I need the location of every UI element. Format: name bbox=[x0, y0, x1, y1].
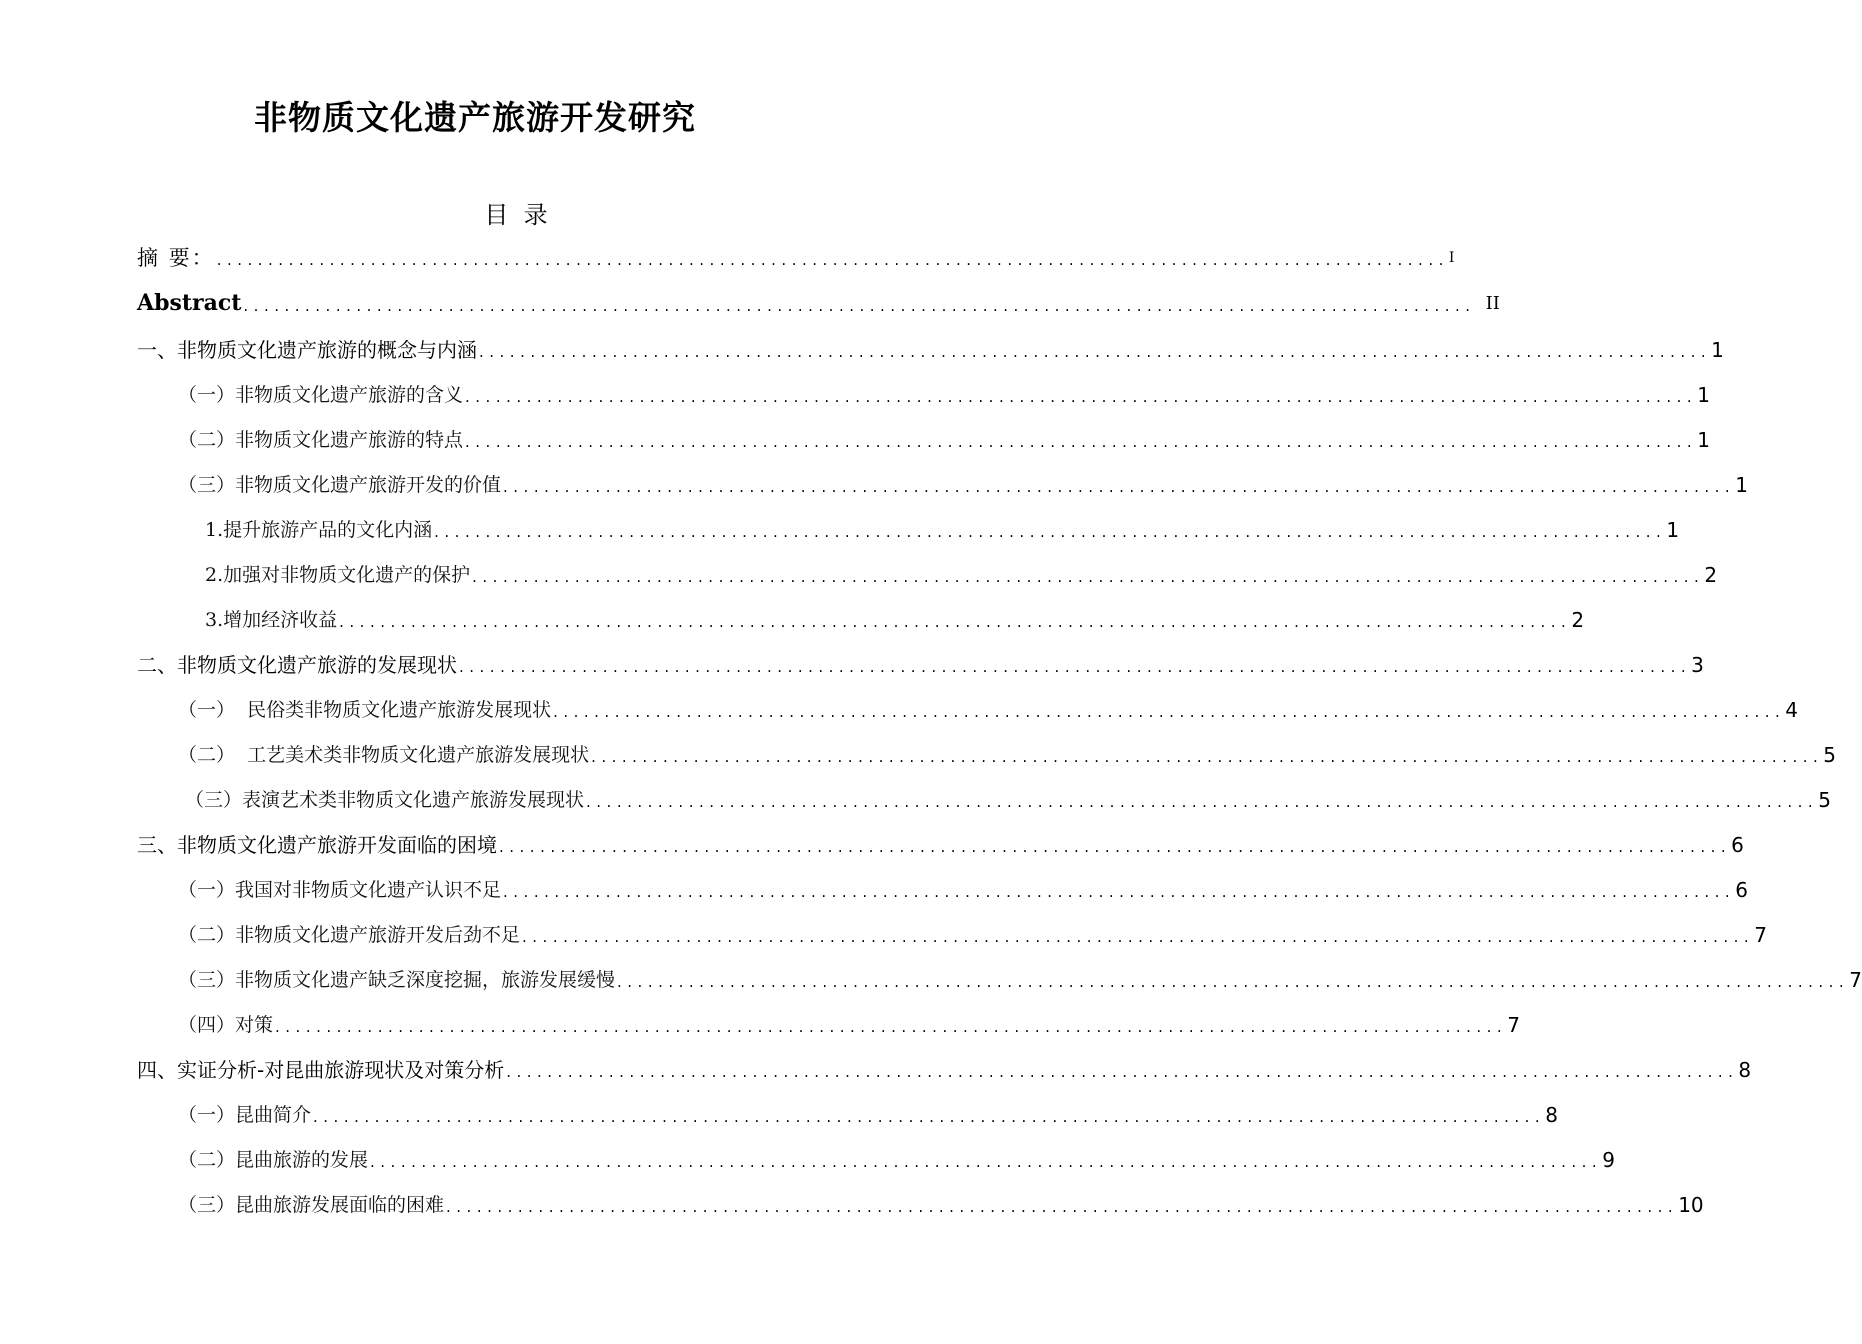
toc-entry[interactable] bbox=[185, 780, 1831, 812]
toc-entry[interactable] bbox=[205, 510, 1680, 542]
toc-entry[interactable] bbox=[137, 825, 1744, 857]
toc-entry[interactable] bbox=[137, 645, 1704, 677]
toc-entry-page: 7 bbox=[1507, 1013, 1520, 1037]
toc-entry-label: （一）我国对非物质文化遗产认识不足 bbox=[178, 879, 502, 901]
toc-entry-page: 1 bbox=[1697, 428, 1710, 452]
toc-entry-page: 1 bbox=[1735, 473, 1748, 497]
dot-leader: ........................................................................................................................ bbox=[506, 1063, 1739, 1081]
toc-entry-page: 8 bbox=[1545, 1103, 1558, 1127]
toc-entry-label: 一、非物质文化遗产旅游的概念与内涵 bbox=[137, 338, 477, 362]
dot-leader: ........................................................................................................................ bbox=[472, 568, 1705, 586]
toc-entry-page: 6 bbox=[1735, 878, 1748, 902]
dot-leader: ........................................................................................................................ bbox=[459, 658, 1692, 676]
toc-entry-label: 二、非物质文化遗产旅游的发展现状 bbox=[137, 653, 457, 677]
dot-leader: ........................................................................................................................ bbox=[591, 748, 1824, 766]
toc-entry[interactable] bbox=[178, 375, 1710, 407]
toc-entry[interactable] bbox=[178, 960, 1862, 992]
toc-entry-abstract-en[interactable] bbox=[137, 284, 1500, 316]
toc-entry-label: （二）非物质文化遗产旅游的特点 bbox=[178, 429, 464, 451]
dot-leader: ........................................................................................................................ bbox=[465, 433, 1698, 451]
toc-entry-page: 10 bbox=[1678, 1193, 1704, 1217]
toc-entry-page: 5 bbox=[1818, 788, 1831, 812]
toc-entry-label: Abstract bbox=[137, 290, 242, 316]
toc-entry-abstract-cn[interactable] bbox=[137, 238, 1455, 270]
dot-leader: ........................................................................................................................ bbox=[216, 251, 1449, 269]
toc-entry-page: 1 bbox=[1711, 338, 1724, 362]
toc-entry-page: 4 bbox=[1785, 698, 1798, 722]
toc-entry-label: （三）非物质文化遗产旅游开发的价值 bbox=[178, 474, 502, 496]
toc-entry-page: 7 bbox=[1849, 968, 1862, 992]
toc-entry-label: 2.加强对非物质文化遗产的保护 bbox=[205, 564, 471, 586]
dot-leader: ........................................................................................................................ bbox=[553, 703, 1786, 721]
toc-entry-label: （四）对策 bbox=[178, 1014, 274, 1036]
toc-entry-page: 7 bbox=[1754, 923, 1767, 947]
dot-leader: ........................................................................................................................ bbox=[522, 928, 1755, 946]
toc-entry-label: 3.增加经济收益 bbox=[205, 609, 338, 631]
toc-entry-page: 9 bbox=[1602, 1148, 1615, 1172]
toc-entry-page: II bbox=[1485, 293, 1500, 314]
dot-leader: ........................................................................................................................ bbox=[499, 838, 1732, 856]
document-title: 非物质文化遗产旅游开发研究 bbox=[254, 98, 696, 137]
toc-entry[interactable] bbox=[205, 600, 1585, 632]
dot-leader: ........................................................................................................................ bbox=[313, 1108, 1546, 1126]
toc-entry[interactable] bbox=[178, 1095, 1558, 1127]
toc-entry-page: 3 bbox=[1691, 653, 1704, 677]
toc-entry[interactable] bbox=[178, 690, 1798, 722]
toc-entry[interactable] bbox=[205, 555, 1718, 587]
dot-leader: ........................................................................................................................ bbox=[370, 1153, 1603, 1171]
toc-entry-page: 2 bbox=[1704, 563, 1718, 587]
toc-entry-page: 8 bbox=[1738, 1058, 1752, 1082]
toc-entry-label: （三）表演艺术类非物质文化遗产旅游发展现状 bbox=[185, 789, 585, 811]
toc-entry-label: （三）昆曲旅游发展面临的困难 bbox=[178, 1194, 445, 1216]
toc-entry[interactable] bbox=[178, 465, 1748, 497]
toc-entry-label: （二）昆曲旅游的发展 bbox=[178, 1149, 369, 1171]
toc-entry-page: 1 bbox=[1666, 518, 1680, 542]
toc-entry-page: 2 bbox=[1571, 608, 1585, 632]
toc-entry-label: 1.提升旅游产品的文化内涵 bbox=[205, 519, 433, 541]
toc-entry-label: （三）非物质文化遗产缺乏深度挖掘，旅游发展缓慢 bbox=[178, 969, 616, 991]
toc-entry-page: I bbox=[1448, 250, 1455, 266]
dot-leader: ........................................................................................................................ bbox=[617, 973, 1850, 991]
toc-entry[interactable] bbox=[178, 870, 1748, 902]
dot-leader: ........................................................................................................................ bbox=[479, 343, 1712, 361]
toc-heading: 目 录 bbox=[484, 201, 548, 229]
dot-leader: ........................................................................................................................ bbox=[446, 1198, 1679, 1216]
toc-entry-label: （一）昆曲简介 bbox=[178, 1104, 312, 1126]
toc-entry-label: 四、实证分析-对昆曲旅游现状及对策分析 bbox=[137, 1058, 505, 1082]
toc-entry-label: 摘 要： bbox=[137, 246, 215, 270]
toc-entry[interactable] bbox=[178, 1005, 1520, 1037]
dot-leader: ........................................................................................................................ bbox=[434, 523, 1667, 541]
toc-entry-label: （二）非物质文化遗产旅游开发后劲不足 bbox=[178, 924, 521, 946]
toc-entry[interactable] bbox=[178, 915, 1767, 947]
dot-leader: ........................................................................................................................ bbox=[275, 1018, 1508, 1036]
toc-entry-label: （一） 民俗类非物质文化遗产旅游发展现状 bbox=[178, 699, 552, 721]
toc-entry[interactable] bbox=[178, 1185, 1704, 1217]
toc-entry-label: 三、非物质文化遗产旅游开发面临的困境 bbox=[137, 833, 497, 857]
toc-entry[interactable] bbox=[178, 1140, 1615, 1172]
toc-entry[interactable] bbox=[137, 1050, 1752, 1082]
toc-entry-page: 5 bbox=[1823, 743, 1836, 767]
toc-entry-label: （一）非物质文化遗产旅游的含义 bbox=[178, 384, 464, 406]
dot-leader: ........................................................................................................................ bbox=[465, 388, 1698, 406]
toc-entry[interactable] bbox=[178, 420, 1710, 452]
toc-entry-label: （二） 工艺美术类非物质文化遗产旅游发展现状 bbox=[178, 744, 590, 766]
dot-leader: ........................................................................................................................ bbox=[503, 883, 1736, 901]
dot-leader: ........................................................................................................................ bbox=[503, 478, 1736, 496]
toc-entry[interactable] bbox=[178, 735, 1836, 767]
toc-entry-page: 1 bbox=[1697, 383, 1710, 407]
toc-entry[interactable] bbox=[137, 330, 1724, 362]
dot-leader: ........................................................................................................................ bbox=[243, 297, 1476, 315]
dot-leader: ........................................................................................................................ bbox=[586, 793, 1819, 811]
dot-leader: ........................................................................................................................ bbox=[339, 613, 1572, 631]
toc-entry-page: 6 bbox=[1731, 833, 1744, 857]
